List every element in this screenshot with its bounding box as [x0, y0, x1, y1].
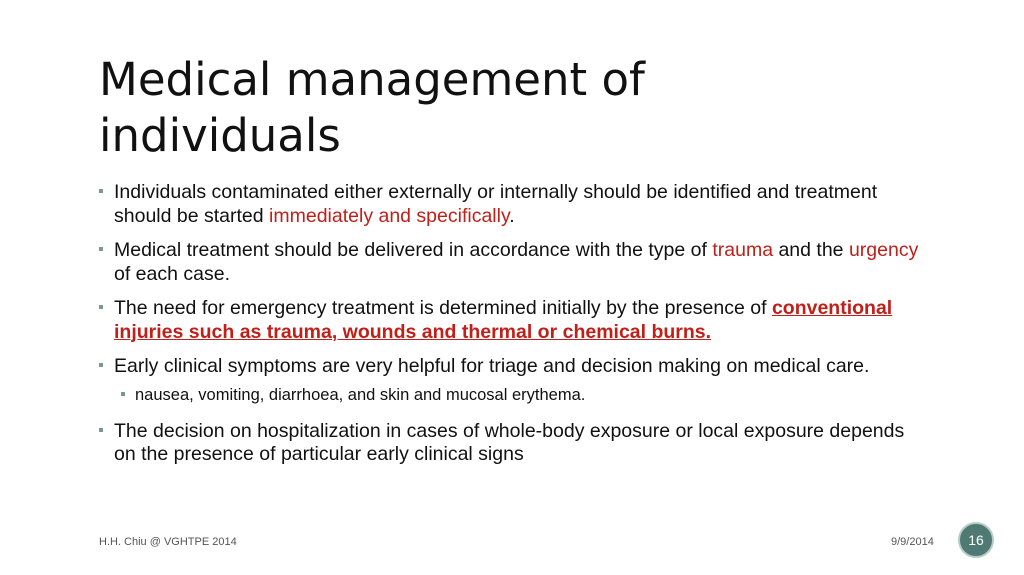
bullet-text: .: [509, 204, 515, 227]
bullet-marker-icon: [99, 428, 103, 432]
bullet-text: of each case.: [114, 262, 230, 285]
bullet-marker-icon: [99, 189, 103, 193]
bullet-item: [99, 297, 929, 344]
sub-bullet-item: [121, 385, 929, 406]
highlight-text: trauma: [712, 239, 774, 261]
page-number-badge: [958, 522, 994, 558]
highlight-text: urgency: [848, 239, 919, 261]
bullet-text: The need for emergency treatment is determined initially by the presence of: [114, 297, 772, 319]
bullet-text: Individuals contaminated either externally or internally should be identified and treatment should be started: [114, 181, 878, 227]
slide-title-line1: Medical management of: [99, 53, 645, 106]
bullet-item: [99, 355, 929, 379]
bullet-text: The decision on hospitalization in cases of whole-body exposure or local exposure depends on the presence of particular early clinical signs: [114, 419, 905, 465]
bullet-item: [99, 181, 929, 228]
footer-author: H.H. Chiu @ VGHTPE 2014: [99, 536, 237, 548]
bullet-marker-icon: [99, 305, 103, 309]
bullet-marker-icon: [99, 247, 103, 251]
bullet-marker-icon: [99, 363, 103, 367]
bullet-list: [99, 181, 929, 467]
sub-bullet-text: nausea, vomiting, diarrhoea, and skin and mucosal erythema.: [135, 385, 586, 404]
page-number: 16: [968, 532, 984, 548]
bullet-marker-icon: [121, 392, 125, 396]
bullet-item: [99, 239, 929, 286]
bullet-text: and the: [773, 239, 849, 261]
highlight-text: immediately and specifically: [269, 204, 510, 227]
footer-date: 9/9/2014: [891, 536, 934, 548]
highlight-text: conventional injuries such as trauma, wounds and thermal or chemical burns.: [114, 297, 893, 343]
bullet-item: [99, 420, 929, 467]
bullet-text: Early clinical symptoms are very helpful for triage and decision making on medical care.: [114, 355, 870, 377]
slide-title: [99, 52, 919, 164]
bullet-text: Medical treatment should be delivered in accordance with the type of: [114, 239, 713, 261]
slide-title-line2: individuals: [99, 109, 341, 162]
